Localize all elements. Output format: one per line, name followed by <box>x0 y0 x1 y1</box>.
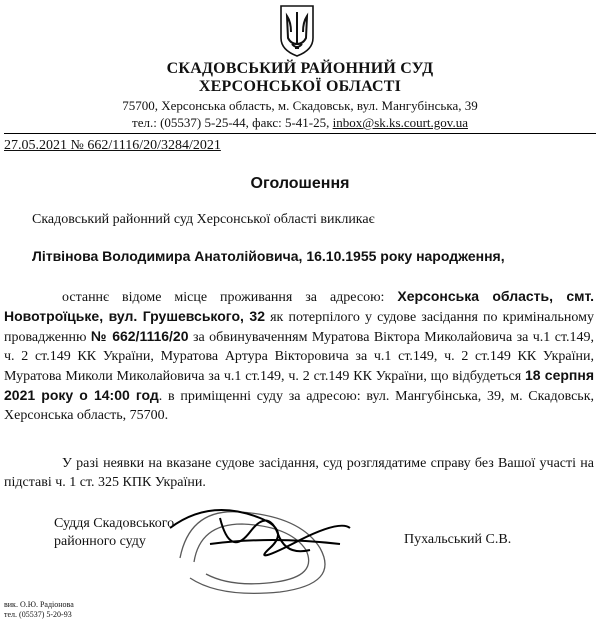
signer-name: Пухальський С.В. <box>404 532 512 547</box>
court-name-line2: ХЕРСОНСЬКОЇ ОБЛАСТІ <box>198 78 402 95</box>
executor-name: вик. О.Ю. Радіонова <box>4 600 74 609</box>
body-text-2: як потерпілого у судове засідання по кримінальному провадженню <box>4 310 594 345</box>
judge-title-line2: районного суду <box>54 534 146 549</box>
phone-fax: тел.: (05537) 5-25-44, факс: 5-41-25, <box>132 115 330 130</box>
judge-title <box>54 515 174 551</box>
executor-phone: тел. (05537) 5-20-93 <box>4 610 72 619</box>
residence-address: Херсонська область, смт. Новотроїцьке, вул. Грушевського, 32 <box>4 288 594 324</box>
body-text-1: останнє відоме місце проживання за адресою: <box>62 290 398 305</box>
document-date-number: 27.05.2021 № 662/1116/20/3284/2021 <box>4 138 221 153</box>
court-name-line1: СКАДОВСЬКИЙ РАЙОННИЙ СУД <box>166 60 434 77</box>
email-link[interactable]: inbox@sk.ks.court.gov.ua <box>332 115 468 130</box>
intro-paragraph: Скадовський районний суд Херсонської області викликає <box>32 212 375 227</box>
case-number: № 662/1116/20 <box>90 328 189 344</box>
hearing-datetime: 18 серпня 2021 року о 14:00 год <box>4 367 594 403</box>
court-address: 75700, Херсонська область, м. Скадовськ, вул. Мангубінська, 39 <box>122 98 478 113</box>
summons-body <box>4 287 594 425</box>
court-contacts <box>0 115 600 131</box>
body-text-4: . в приміщенні суду за адресою: вул. Мангубінська, 39, м. Скадовськ, Херсонська область, 75700. <box>4 389 594 423</box>
summoned-person: Літвінова Володимира Анатолійовича, 16.10.1955 року народження, <box>32 248 505 264</box>
document-title: Оголошення <box>250 175 350 192</box>
signature-stamp-graphic <box>150 488 360 598</box>
warning-paragraph: У разі неявки на вказане судове засідання, суд розглядатиме справу без Вашої участі на підставі ч. 1 ст. 325 КПК України. <box>4 456 594 490</box>
body-text-3: за обвинуваченням Муратова Віктора Миколайовича за ч.1 ст.149, ч. 2 ст.149 КК України, Муратова Артура Вікторовича за ч.1 ст.149, ч. 2 ст.149 КК України, Муратова Миколи Миколайовича за ч.1 ст.149, ч. 2 ст.149 КК України, що відбудеться <box>4 330 595 384</box>
judge-title-line1: Суддя Скадовського <box>54 516 175 531</box>
trident-coat-of-arms-icon <box>279 4 315 58</box>
header-divider <box>4 133 596 134</box>
